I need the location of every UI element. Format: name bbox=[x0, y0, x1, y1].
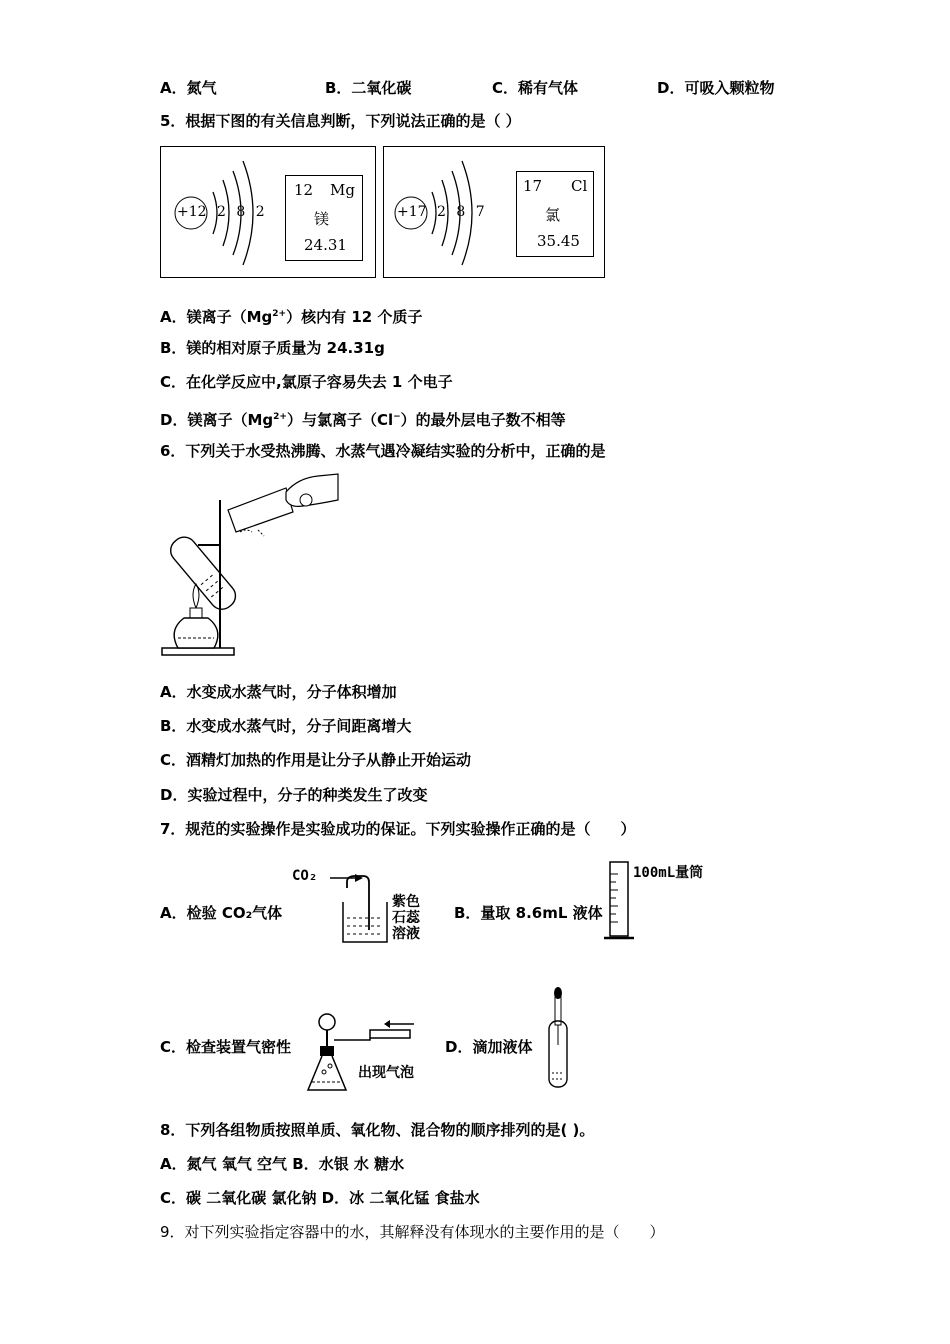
q6-stem: 6．下列关于水受热沸腾、水蒸气遇冷凝结实验的分析中，正确的是 bbox=[160, 442, 606, 460]
q6-option-b: B．水变成水蒸气时，分子间距离增大 bbox=[160, 717, 412, 735]
q7-option-d: D．滴加液体 bbox=[445, 1038, 533, 1056]
q7-stem: 7．规范的实验操作是实验成功的保证。下列实验操作正确的是（ ） bbox=[160, 820, 636, 838]
q9-stem: 9．对下列实验指定容器中的水，其解释没有体现水的主要作用的是（ ） bbox=[160, 1223, 665, 1241]
q7-option-c: C．检查装置气密性 bbox=[160, 1038, 292, 1056]
mg-name: 镁 bbox=[314, 210, 330, 228]
cl-name: 氯 bbox=[545, 206, 561, 224]
q4-option-d: D．可吸入颗粒物 bbox=[657, 79, 775, 97]
cylinder-label: 100mL量筒 bbox=[633, 865, 704, 881]
cl-number: 17 bbox=[523, 177, 543, 195]
mg-number: 12 bbox=[294, 181, 314, 199]
dropper-test-tube-figure bbox=[545, 985, 571, 1093]
q7-option-a: A．检验 CO₂气体 bbox=[160, 904, 283, 922]
q5-stem: 5．根据下图的有关信息判断，下列说法正确的是（ ） bbox=[160, 112, 521, 130]
mg-shells: 2 8 2 bbox=[217, 204, 265, 220]
q5-option-b: B．镁的相对原子质量为 24.31g bbox=[160, 339, 385, 357]
q7-option-b: B．量取 8.6mL 液体 bbox=[454, 904, 603, 922]
cl-info-figure bbox=[383, 146, 605, 278]
litmus-label: 紫色 石蕊 溶液 bbox=[392, 894, 420, 942]
graduated-cylinder-figure bbox=[604, 860, 634, 944]
q5-option-a: A．镁离子$(Mg^{2+})$核内有 12 个质子 bbox=[160, 308, 423, 326]
boiling-water-apparatus-figure bbox=[158, 470, 343, 660]
q8-options-cd: C．碳 二氧化碳 氯化钠 D．冰 二氧化锰 食盐水 bbox=[160, 1189, 480, 1207]
mg-symbol: Mg bbox=[330, 181, 355, 199]
mg-mass: 24.31 bbox=[304, 236, 347, 254]
mg-nucleus: +12 bbox=[177, 204, 207, 220]
q6-option-d: D．实验过程中，分子的种类发生了改变 bbox=[160, 786, 428, 804]
bubbles-label: 出现气泡 bbox=[358, 1065, 414, 1081]
mg-info-figure bbox=[160, 146, 376, 278]
cl-symbol: Cl bbox=[571, 177, 588, 195]
airtightness-check-figure bbox=[300, 1010, 425, 1095]
q6-option-c: C．酒精灯加热的作用是让分子从静止开始运动 bbox=[160, 751, 472, 769]
mg-element-card bbox=[285, 175, 363, 261]
q4-option-a: A．氮气 bbox=[160, 79, 217, 97]
q4-option-b: B．二氧化碳 bbox=[325, 79, 412, 97]
q8-options-ab: A．氮气 氧气 空气 B．水银 水 糖水 bbox=[160, 1155, 405, 1173]
co2-test-beaker-figure bbox=[325, 868, 395, 948]
cl-nucleus: +17 bbox=[397, 204, 427, 220]
q6-option-a: A．水变成水蒸气时，分子体积增加 bbox=[160, 683, 397, 701]
cl-mass: 35.45 bbox=[537, 232, 580, 250]
cl-element-card bbox=[516, 171, 594, 257]
q4-option-c: C．稀有气体 bbox=[492, 79, 579, 97]
co2-label: CO₂ bbox=[292, 868, 318, 884]
q8-stem: 8．下列各组物质按照单质、氧化物、混合物的顺序排列的是( )。 bbox=[160, 1121, 595, 1139]
cl-shells: 2 8 7 bbox=[437, 204, 485, 220]
q5-option-d: D．镁离子$(Mg^{2+})$与氯离子（Cl−）的最外层电子数不相等 bbox=[160, 411, 566, 429]
q5-option-c: C．在化学反应中,氯原子容易失去 1 个电子 bbox=[160, 373, 453, 391]
